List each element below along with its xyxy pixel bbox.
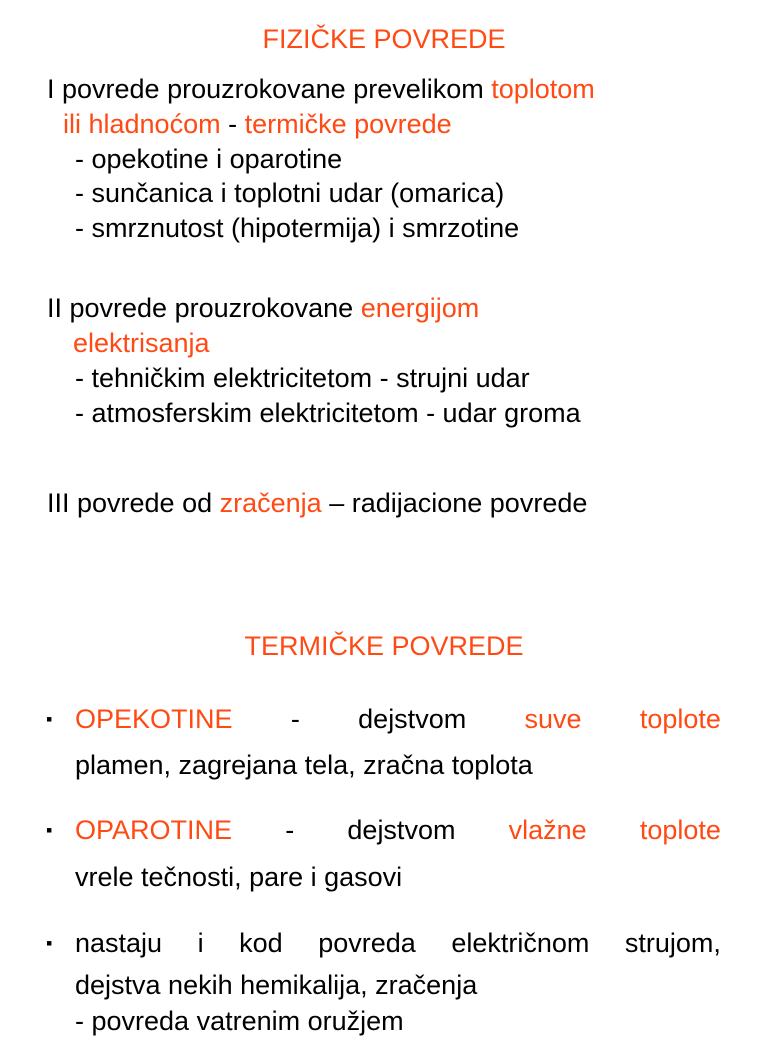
bullet-marker: ▪ — [46, 933, 53, 953]
bullet2-word: toplote — [639, 815, 721, 845]
item1-highlight-1: toplotom — [491, 74, 595, 104]
item2-line2 — [73, 326, 210, 360]
bullet2-word: OPAROTINE — [75, 815, 233, 845]
bullet1-line1 — [75, 702, 721, 736]
bullet1-word: suve — [524, 704, 582, 734]
item2-highlight-1: energijom — [360, 293, 480, 323]
bullet1-line2: plamen, zagrejana tela, zračna toplota — [75, 750, 533, 780]
bullet1-word: dejstvom — [358, 704, 467, 734]
bullet3-word: nastaju — [75, 928, 163, 958]
item2-lead: II povrede prouzrokovane — [47, 293, 361, 323]
bullet3-line1 — [75, 926, 721, 960]
bullet3-line3: - povreda vatrenim oružjem — [75, 1006, 404, 1036]
section-title: TERMIČKE POVREDE — [244, 631, 524, 661]
item3-line1 — [47, 486, 587, 520]
bullet1-word: toplote — [639, 704, 721, 734]
item1-dash: - — [220, 109, 245, 139]
bullet3-word: povreda — [318, 928, 416, 958]
bullet2-line2: vrele tečnosti, pare i gasovi — [75, 862, 403, 892]
item3-tail: – radijacione povrede — [321, 488, 588, 518]
item2-sub2: - atmosferskim elektricitetom - udar groma — [75, 398, 581, 428]
item2-line1 — [47, 291, 479, 325]
item2-sub1: - tehničkim elektricitetom - strujni udar — [75, 363, 530, 393]
item1-lead: I povrede prouzrokovane prevelikom — [47, 74, 492, 104]
item1-highlight-3: termičke povrede — [244, 109, 452, 139]
item1-line1 — [47, 72, 595, 106]
page-title: FIZIČKE POVREDE — [262, 24, 506, 54]
bullet3-word: i — [197, 928, 204, 958]
bullet2-word: vlažne — [508, 815, 587, 845]
item1-sub2: - sunčanica i toplotni udar (omarica) — [75, 178, 505, 208]
bullet3-word: električnom — [451, 928, 590, 958]
bullet1-word: - — [290, 704, 300, 734]
item3-lead: III povrede od — [47, 488, 220, 518]
item2-highlight-2: elektrisanja — [73, 328, 210, 358]
bullet1-word: OPEKOTINE — [75, 704, 233, 734]
item3-highlight: zračenja — [219, 488, 322, 518]
bullet2-word: dejstvom — [347, 815, 456, 845]
bullet-marker: ▪ — [46, 709, 53, 729]
bullet3-word: strujom, — [624, 928, 721, 958]
bullet-marker: ▪ — [46, 820, 53, 840]
item1-line2 — [63, 107, 452, 141]
bullet2-word: - — [285, 815, 295, 845]
bullet3-word: kod — [239, 928, 283, 958]
item1-highlight-2: ili hladnoćom — [63, 109, 221, 139]
bullet3-line2: dejstva nekih hemikalija, zračenja — [75, 970, 478, 1000]
item1-sub1: - opekotine i oparotine — [75, 144, 343, 174]
bullet2-line1 — [75, 813, 721, 847]
item1-sub3: - smrznutost (hipotermija) i smrzotine — [75, 213, 520, 243]
